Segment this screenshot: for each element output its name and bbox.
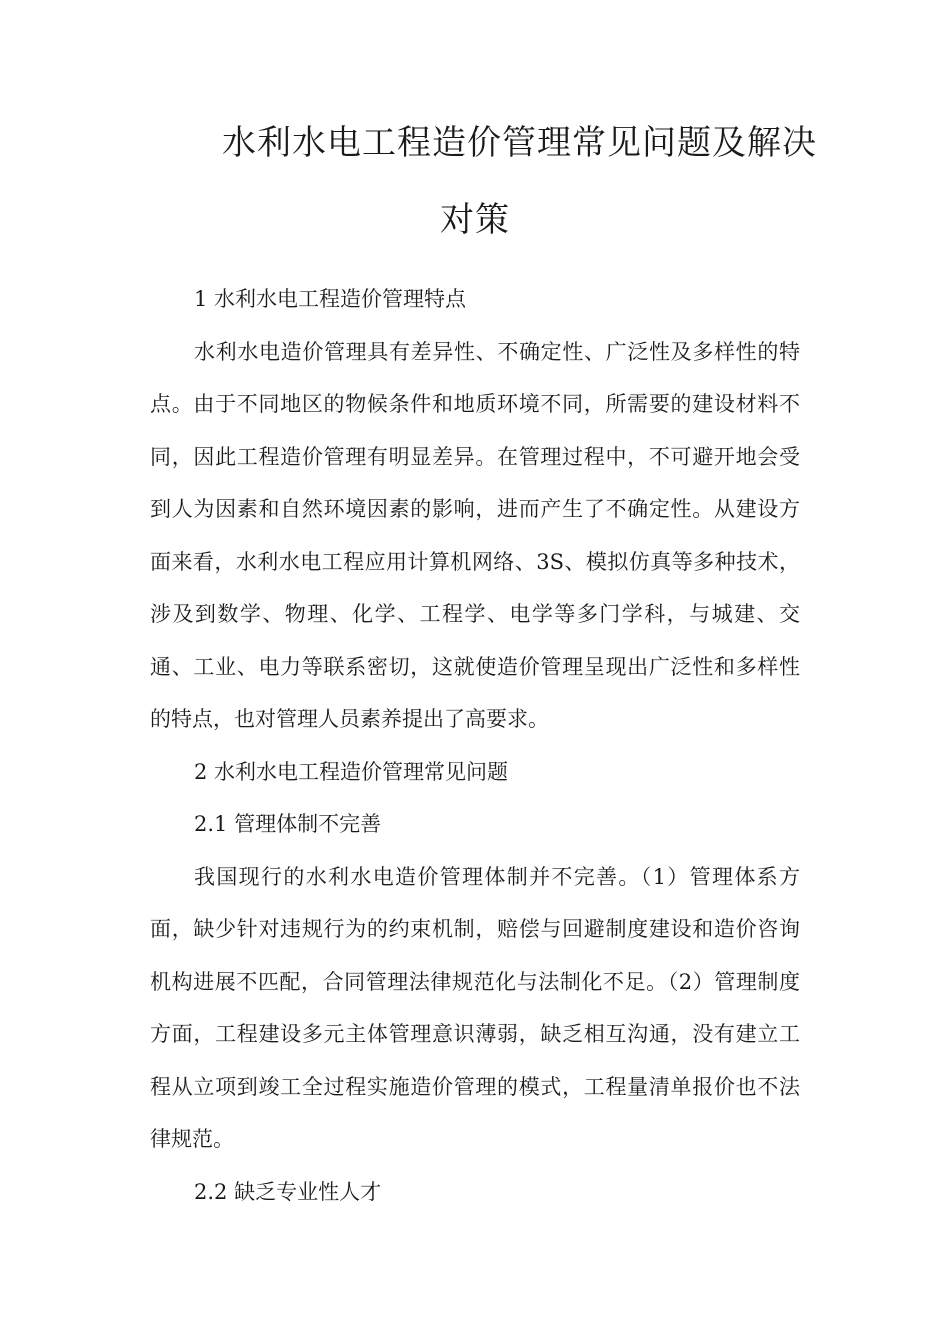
section2-2-heading: 2.2 缺乏专业性人才 — [194, 1179, 382, 1204]
section1-heading: 1 水利水电工程造价管理特点 — [194, 287, 467, 311]
section2-1-paragraph: 我国现行的水利水电造价管理体制并不完善。（1）管理体系方面，缺少针对违规行为的约束机制，赔偿与回避制度建设和造价咨询机构进展不匹配，合同管理法律规范化与法制化不足。（2）管理制度方面，工程建设多元主体管理意识薄弱，缺乏相互沟通，没有建立工程从立项到竣工全过程实施造价管理的模式，工程量清单报价也不法律规范。 — [150, 864, 800, 1151]
section2-1-heading: 2.1 管理体制不完善 — [194, 812, 382, 836]
document-title-line2: 对策 — [440, 200, 510, 240]
section1-paragraph: 水利水电造价管理具有差异性、不确定性、广泛性及多样性的特点。由于不同地区的物候条件和地质环境不同，所需要的建设材料不同，因此工程造价管理有明显差异。在管理过程中，不可避开地会受到人为因素和自然环境因素的影响，进而产生了不确定性。从建设方面来看，水利水电工程应用计算机网络、3S、模拟仿真等多种技术，涉及到数学、物理、化学、工程学、电学等多门学科，与城建、交通、工业、电力等联系密切，这就使造价管理呈现出广泛性和多样性的特点，也对管理人员素养提出了高要求。 — [150, 339, 800, 731]
document-body — [150, 273, 800, 1218]
document-title-line1: 水利水电工程造价管理常见问题及解决 — [222, 123, 817, 163]
section2-heading: 2 水利水电工程造价管理常见问题 — [194, 759, 509, 784]
